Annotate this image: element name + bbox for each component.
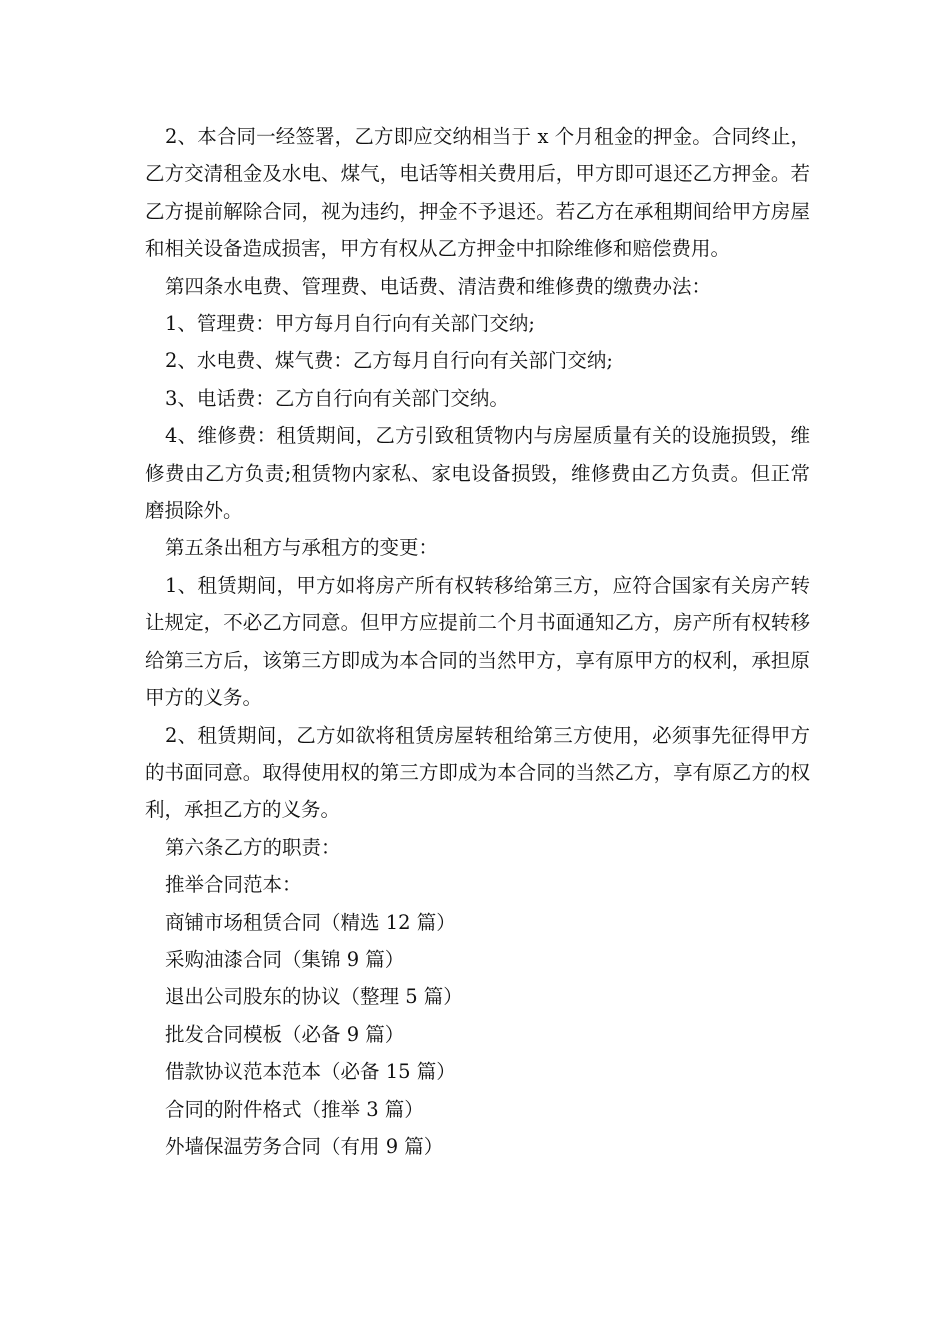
- document-page: [145, 118, 810, 1165]
- recommended-link-4[interactable]: 批发合同模板（必备 9 篇）: [165, 1022, 405, 1046]
- recommended-link-7[interactable]: 外墙保温劳务合同（有用 9 篇）: [165, 1134, 444, 1158]
- heading-article-5: 第五条出租方与承租方的变更：: [165, 536, 439, 560]
- paragraph-phone-fee: 3、电话费：乙方自行向有关部门交纳。: [165, 386, 509, 410]
- paragraph-utility-fee: 2、水电费、煤气费：乙方每月自行向有关部门交纳;: [165, 349, 613, 373]
- paragraph-ownership-transfer: 1、租赁期间，甲方如将房产所有权转移给第三方，应符合国家有关房产转让规定，不必乙方同意。但甲方应提前二个月书面通知乙方，房产所有权转移给第三方后，该第三方即成为本合同的当然甲方，享有原甲方的权利，承担原甲方的义务。: [145, 573, 810, 710]
- heading-article-6: 第六条乙方的职责：: [165, 835, 341, 859]
- recommended-link-2[interactable]: 采购油漆合同（集锦 9 篇）: [165, 947, 405, 971]
- heading-article-4: 第四条水电费、管理费、电话费、清洁费和维修费的缴费办法：: [165, 274, 712, 298]
- recommended-link-3[interactable]: 退出公司股东的协议（整理 5 篇）: [165, 985, 463, 1009]
- recommended-link-1[interactable]: 商铺市场租赁合同（精选 12 篇）: [165, 910, 456, 934]
- paragraph-sublease: 2、租赁期间，乙方如欲将租赁房屋转租给第三方使用，必须事先征得甲方的书面同意。取得使用权的第三方即成为本合同的当然乙方，享有原乙方的权利，承担乙方的义务。: [145, 723, 810, 822]
- paragraph-repair-fee: 4、维修费：租赁期间，乙方引致租赁物内与房屋质量有关的设施损毁，维修费由乙方负责;租赁物内家私、家电设备损毁，维修费由乙方负责。但正常磨损除外。: [145, 424, 810, 523]
- paragraph-management-fee: 1、管理费：甲方每月自行向有关部门交纳;: [165, 312, 535, 336]
- recommended-link-5[interactable]: 借款协议范本范本（必备 15 篇）: [165, 1060, 456, 1084]
- paragraph-deposit-clause: 2、本合同一经签署，乙方即应交纳相当于 x 个月租金的押金。合同终止，乙方交清租金及水电、煤气，电话等相关费用后，甲方即可退还乙方押金。若乙方提前解除合同，视为违约，押金不予退还。若乙方在承租期间给甲方房屋和相关设备造成损害，甲方有权从乙方押金中扣除维修和赔偿费用。: [145, 125, 810, 261]
- recommended-templates-heading: 推举合同范本：: [165, 873, 302, 897]
- recommended-link-6[interactable]: 合同的附件格式（推举 3 篇）: [165, 1097, 424, 1121]
